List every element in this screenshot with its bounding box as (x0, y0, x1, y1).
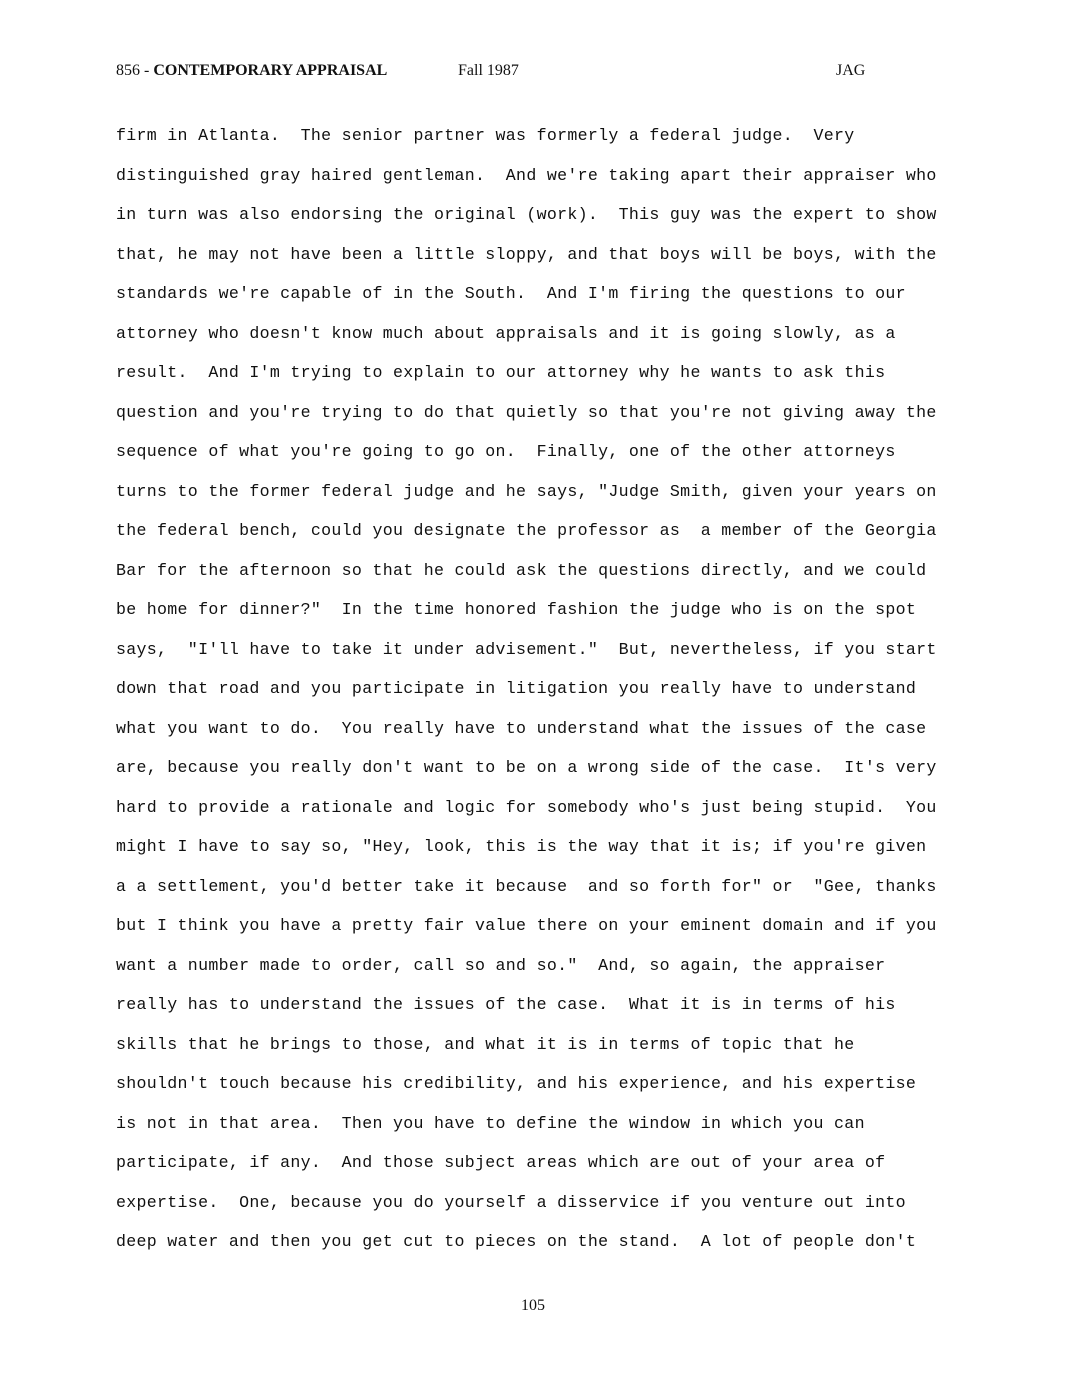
header-course-number: 856 - (116, 62, 154, 79)
text-line: attorney who doesn't know much about appraisals and it is going slowly, as a (116, 323, 896, 343)
text-line: question and you're trying to do that quietly so that you're not giving away the (116, 402, 937, 422)
text-line: skills that he brings to those, and what it is in terms of topic that he (116, 1034, 855, 1054)
text-line: shouldn't touch because his credibility, and his experience, and his expertise (116, 1074, 917, 1093)
text-line: the federal bench, could you designate the professor as a member of the Georgia (116, 521, 937, 540)
text-line: standards we're capable of in the South. And I'm firing the questions to our (116, 284, 906, 303)
text-line: turns to the former federal judge and he says, "Judge Smith, given your years on (116, 481, 937, 501)
header-course (116, 62, 387, 80)
text-line: down that road and you participate in litigation you really have to understand (116, 679, 917, 698)
text-line: is not in that area. Then you have to define the window in which you can (116, 1113, 865, 1133)
text-line: firm in Atlanta. The senior partner was formerly a federal judge. Very (116, 126, 855, 145)
text-line: hard to provide a rationale and logic for somebody who's just being stupid. You (116, 797, 937, 817)
page-number: 105 (521, 1297, 545, 1314)
text-line: but I think you have a pretty fair value there on your eminent domain and if you (116, 916, 937, 935)
text-line: deep water and then you get cut to pieces on the stand. A lot of people don't (116, 1232, 917, 1251)
text-line: what you want to do. You really have to understand what the issues of the case (116, 718, 927, 738)
header-term: Fall 1987 (458, 62, 519, 79)
text-line: that, he may not have been a little sloppy, and that boys will be boys, with the (116, 244, 937, 264)
text-line: be home for dinner?" In the time honored fashion the judge who is on the spot (116, 600, 917, 619)
text-line: expertise. One, because you do yourself a disservice if you venture out into (116, 1192, 906, 1212)
text-line: sequence of what you're going to go on. Finally, one of the other attorneys (116, 442, 896, 461)
page-header (116, 62, 876, 84)
text-line: might I have to say so, "Hey, look, this is the way that it is; if you're given (116, 837, 927, 856)
text-line: result. And I'm trying to explain to our attorney why he wants to ask this (116, 363, 886, 382)
transcript-body (116, 116, 976, 1262)
text-line: distinguished gray haired gentleman. And we're taking apart their appraiser who (116, 165, 937, 185)
text-line: participate, if any. And those subject areas which are out of your area of (116, 1153, 886, 1172)
text-line: in turn was also endorsing the original (work). This guy was the expert to show (116, 205, 937, 224)
text-line: are, because you really don't want to be on a wrong side of the case. It's very (116, 758, 937, 777)
text-line: really has to understand the issues of the case. What it is in terms of his (116, 995, 896, 1014)
header-course-title: CONTEMPORARY APPRAISAL (153, 62, 388, 79)
text-line: Bar for the afternoon so that he could ask the questions directly, and we could (116, 560, 927, 580)
header-initials: JAG (836, 62, 866, 79)
text-line: a a settlement, you'd better take it because and so forth for" or "Gee, thanks (116, 876, 937, 896)
text-line: says, "I'll have to take it under advisement." But, nevertheless, if you start (116, 639, 937, 659)
text-line: want a number made to order, call so and so." And, so again, the appraiser (116, 955, 886, 975)
